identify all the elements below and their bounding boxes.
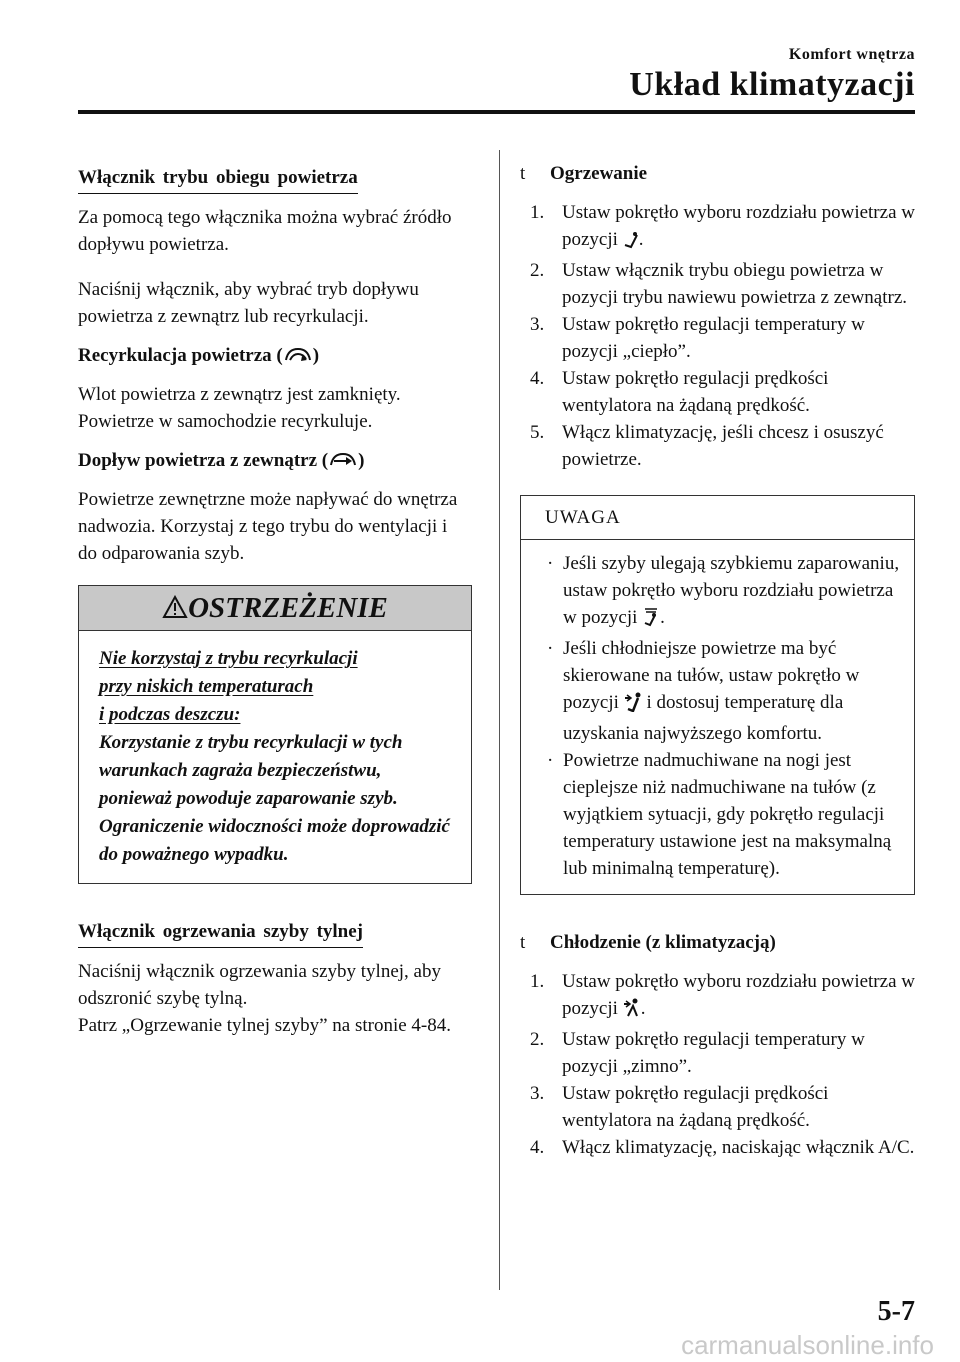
header-rule bbox=[78, 110, 915, 114]
left-column bbox=[78, 160, 470, 1051]
recirculation-icon bbox=[283, 345, 313, 373]
floor-defrost-vent-icon bbox=[642, 607, 660, 635]
chapter-title: Układ klimatyzacji bbox=[629, 66, 915, 103]
fresh-air-icon bbox=[328, 450, 358, 478]
list-item: 5. Włącz klimatyzację, jeśli chcesz i osuszyć powietrze. bbox=[530, 422, 884, 470]
heading-air-mode-switch: Włącznik trybu obiegu powietrza bbox=[78, 164, 358, 194]
note-body bbox=[521, 540, 914, 894]
warning-body: Nie korzystaj z trybu recyrkulacji przy niskich temperaturach i podczas deszczu: Korzystanie z trybu recyrkulacji w tych warunkach zagraża bezpieczeństwu, ponieważ powoduje zaparowanie szyb. Ograniczenie widoczności może doprowadzić do poważnego wypadku. bbox=[99, 648, 450, 865]
list-item: · Powietrze nadmuchiwane na nogi jest cieplejsze niż nadmuchiwane na tułów (z wyjątkiem sytuacji, gdy pokrętło regulacji temperatury ustawione jest na maksymalną lub minimalną temperaturę). bbox=[547, 750, 892, 879]
label-recirculation: Recyrkulacja powietrza ( ) bbox=[78, 342, 470, 373]
paragraph: Wlot powietrza z zewnątrz jest zamknięty. Powietrze w samochodzie recyrkuluje. bbox=[78, 384, 401, 432]
paragraph: Naciśnij włącznik ogrzewania szyby tylnej, aby odszronić szybę tylną. bbox=[78, 961, 441, 1009]
label-fresh-air: Dopływ powietrza z zewnątrz ( ) bbox=[78, 447, 470, 478]
list-item: 2. Ustaw pokrętło regulacji temperatury w pozycji „zimno”. bbox=[530, 1029, 865, 1077]
list-item: 1. Ustaw pokrętło wyboru rozdziału powietrza w pozycji . bbox=[520, 968, 915, 1026]
list-item: 2. Ustaw włącznik trybu obiegu powietrza w pozycji trybu nawiewu powietrza z zewnątrz. bbox=[530, 260, 908, 308]
note-box bbox=[520, 495, 915, 895]
list-item: 3. Ustaw pokrętło regulacji prędkości wentylatora na żądaną prędkość. bbox=[530, 1083, 829, 1131]
paragraph: Naciśnij włącznik, aby wybrać tryb dopływu powietrza z zewnątrz lub recyrkulacji. bbox=[78, 279, 419, 327]
bi-level-vent-icon bbox=[624, 692, 642, 720]
list-item: · Jeśli chłodniejsze powietrze ma być skierowane na tułów, ustaw pokrętło w pozycji i dostosuj temperaturę dla uzyskania najwyższego komfortu. bbox=[547, 638, 860, 744]
list-item: 1. Ustaw pokrętło wyboru rozdziału powietrza w pozycji . bbox=[520, 199, 915, 257]
right-column bbox=[520, 160, 915, 1173]
floor-vent-icon bbox=[623, 230, 639, 257]
list-item: 4. Ustaw pokrętło regulacji prędkości wentylatora na żądaną prędkość. bbox=[530, 368, 829, 416]
watermark: carmanualsonline.info bbox=[681, 1330, 934, 1360]
section-title: Komfort wnętrza bbox=[788, 46, 915, 63]
cooling-title: t Chłodzenie (z klimatyzacją) bbox=[520, 932, 776, 953]
list-item: 4. Włącz klimatyzację, naciskając włącznik A/C. bbox=[530, 1137, 915, 1158]
warning-title: OSTRZEŻENIE bbox=[188, 592, 388, 624]
list-item: · Jeśli szyby ulegają szybkiemu zaparowaniu, ustaw pokrętło wyboru rozdziału powietrza w pozycji . bbox=[537, 550, 902, 635]
cooling-steps bbox=[520, 968, 915, 1161]
heading-rear-defroster: Włącznik ogrzewania szyby tylnej bbox=[78, 918, 363, 948]
page-number: 5-7 bbox=[877, 1296, 915, 1327]
heating-steps bbox=[520, 199, 915, 473]
warning-header bbox=[79, 586, 471, 631]
paragraph: Za pomocą tego włącznika można wybrać źródło dopływu powietrza. bbox=[78, 207, 452, 255]
warning-box bbox=[78, 585, 472, 884]
paragraph: Powietrze zewnętrzne może napływać do wnętrza nadwozia. Korzystaj z tego trybu do wentylacji i do odparowania szyb. bbox=[78, 489, 458, 564]
column-divider bbox=[499, 150, 500, 1290]
page-header bbox=[629, 46, 915, 104]
note-title: UWAGA bbox=[521, 496, 914, 540]
heating-title: t Ogrzewanie bbox=[520, 163, 648, 184]
face-vent-icon bbox=[623, 998, 641, 1026]
paragraph: Patrz „Ogrzewanie tylnej szyby” na stronie 4-84. bbox=[78, 1015, 452, 1036]
warning-triangle-icon bbox=[162, 590, 188, 630]
list-item: 3. Ustaw pokrętło regulacji temperatury w pozycji „ciepło”. bbox=[530, 314, 865, 362]
